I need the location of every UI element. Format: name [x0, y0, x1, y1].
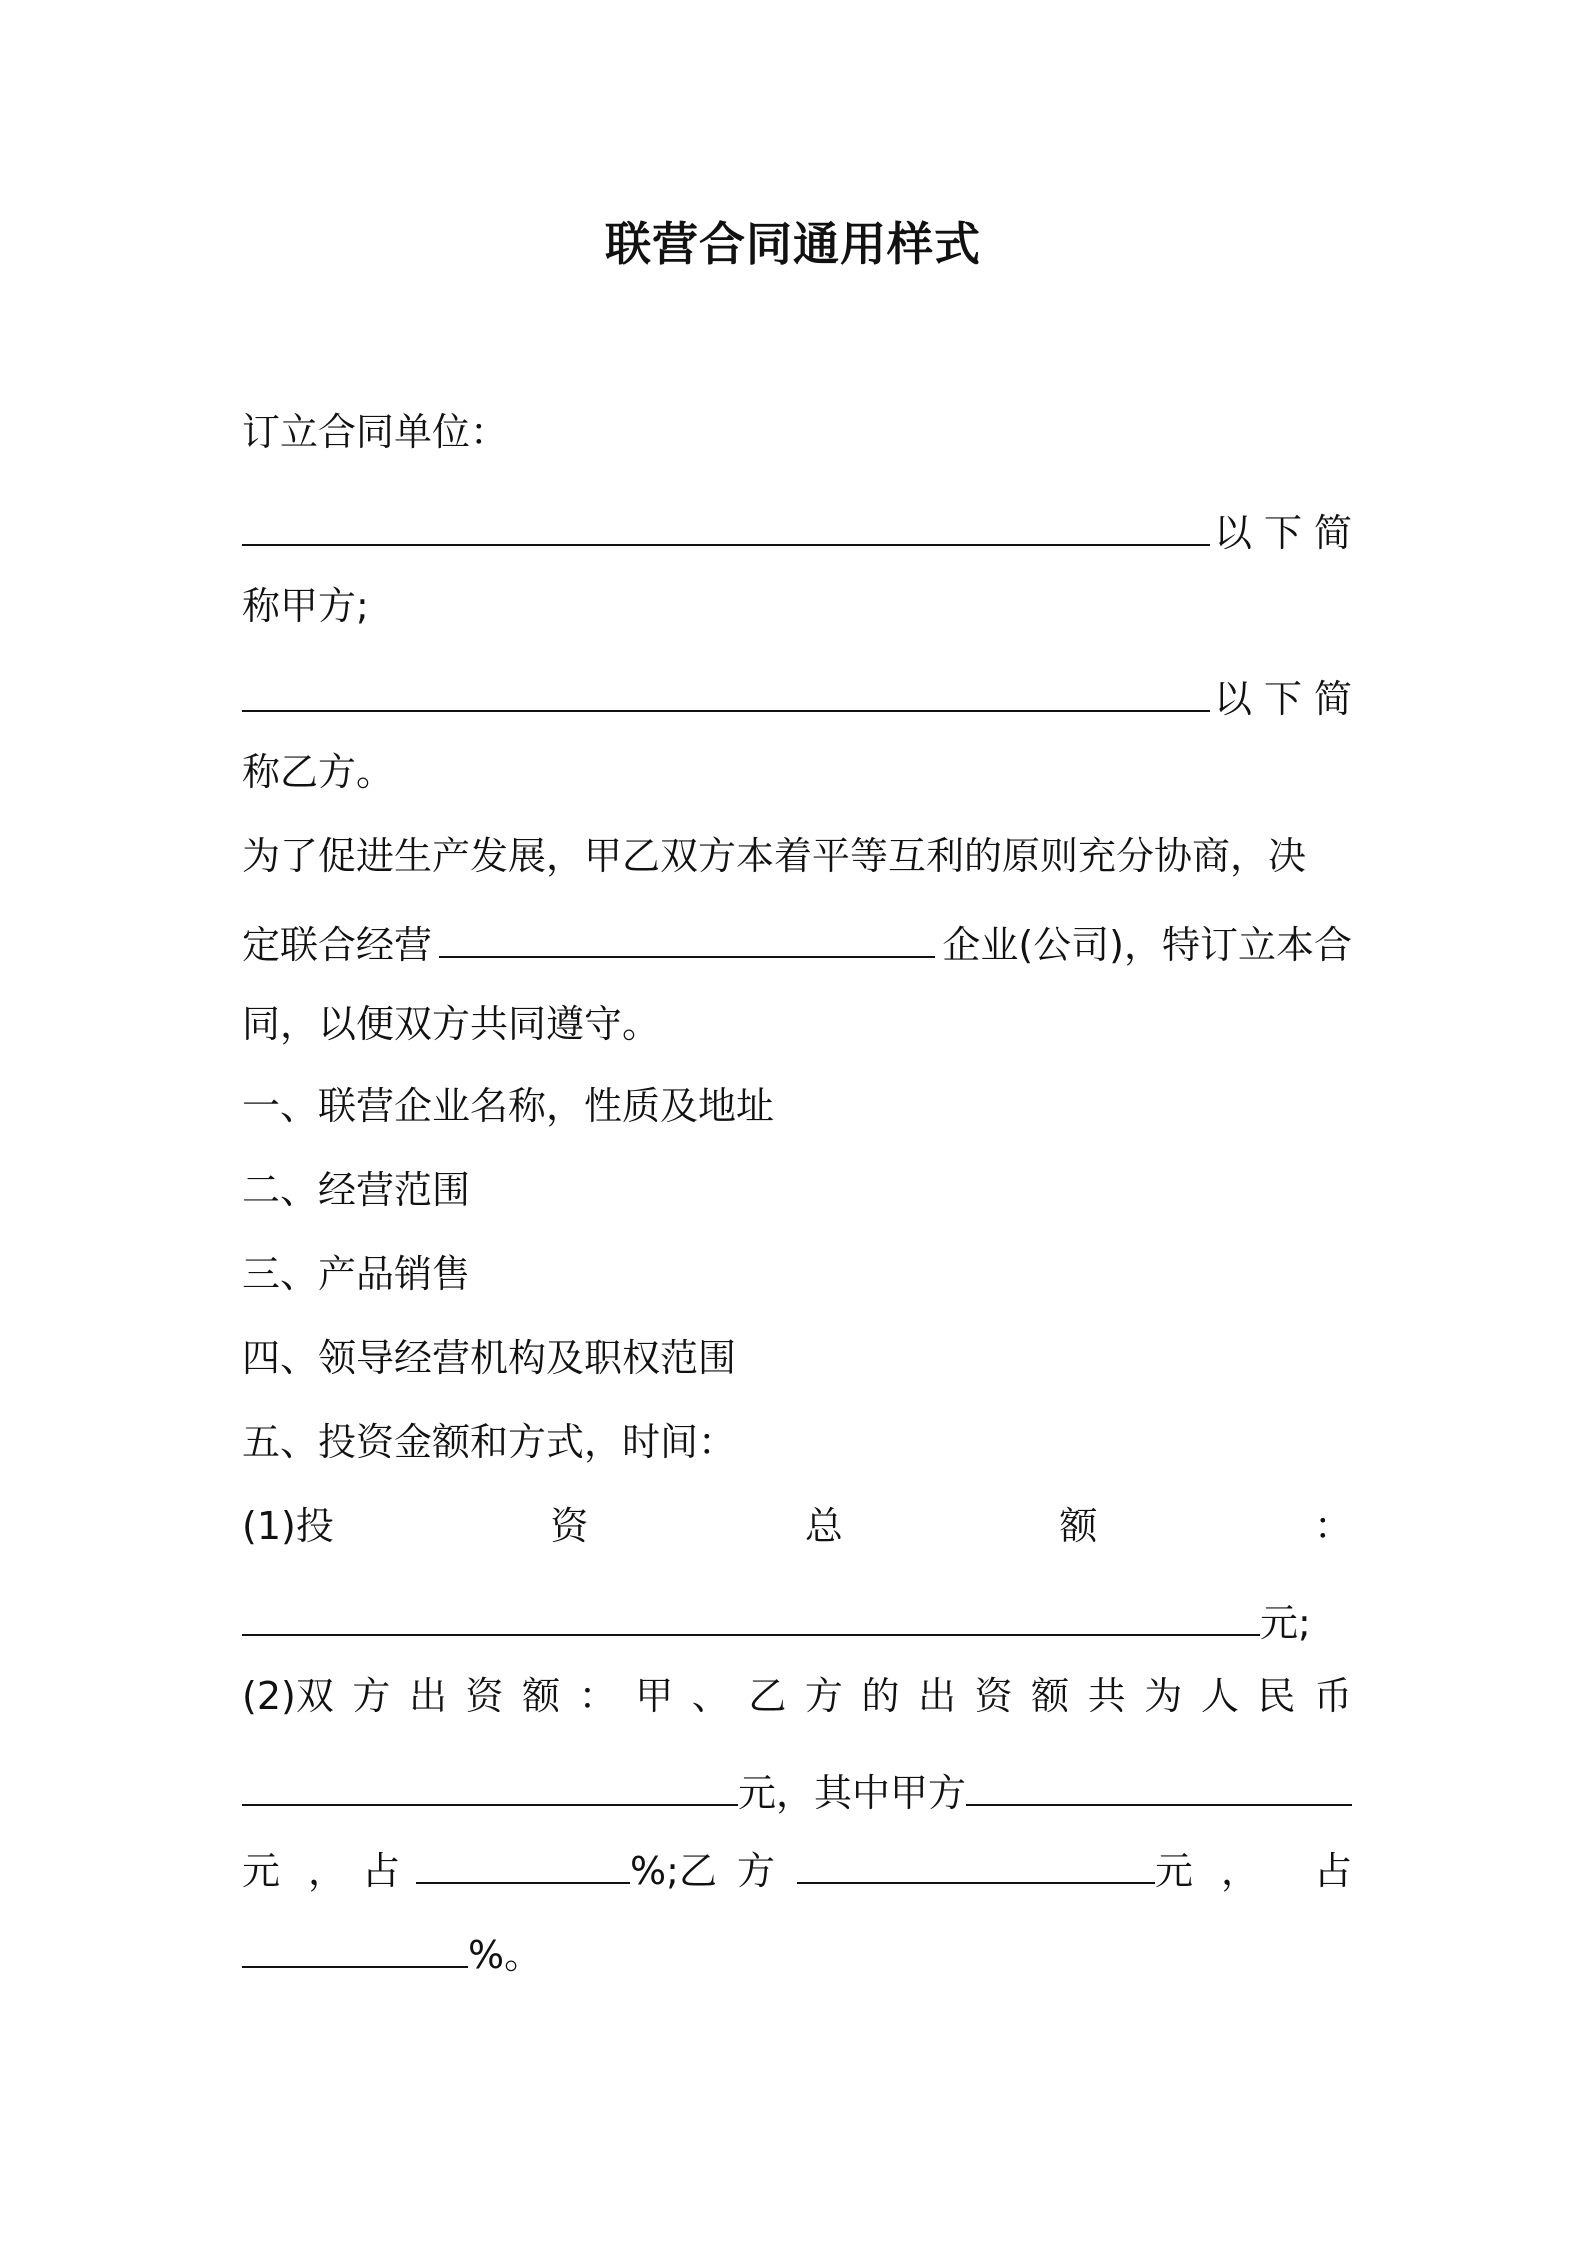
party-a-percent-blank [416, 1838, 630, 1884]
party-b-blank [242, 666, 1210, 712]
section-2-heading: 二、经营范围 [242, 1168, 471, 1212]
contribution-line-2 [242, 1760, 1352, 1821]
intro-line-2-prefix: 定联合经营 [242, 923, 433, 967]
parties-heading: 订立合同单位： [242, 410, 509, 454]
party-b-line [242, 666, 1352, 727]
investment-total-unit: 元; [1260, 1601, 1311, 1645]
party-b-percent-blank [242, 1922, 468, 1968]
party-b-contribution-blank [797, 1838, 1155, 1884]
contribution-line-1: (2)双 方 出 资 额 ： 甲 、 乙 方 的 出 资 额 共 为 人 民 币 [242, 1674, 1352, 1718]
contribution-line-4 [242, 1922, 1352, 1983]
intro-line-3: 同，以便双方共同遵守。 [242, 1002, 661, 1046]
contribution-line-2-text: 元，其中甲方 [738, 1771, 967, 1815]
section-3-heading: 三、产品销售 [242, 1252, 471, 1296]
party-a-blank [242, 500, 1210, 546]
party-a-contribution-blank [966, 1760, 1352, 1806]
total-contribution-blank [242, 1760, 738, 1806]
section-5-heading: 五、投资金额和方式，时间： [242, 1420, 737, 1464]
investment-total-amount-line [242, 1590, 1352, 1651]
contribution-line-4-suffix: %。 [468, 1933, 543, 1977]
contribution-line-3: 元 ， 占 %;乙 方 元 ， 占 [242, 1838, 1352, 1899]
intro-line-2-suffix: 企业(公司)，特订立本合 [942, 923, 1352, 967]
intro-line-2 [242, 912, 1352, 973]
joint-venture-name-blank [439, 912, 935, 958]
party-a-suffix: 以 下 简 [1214, 511, 1352, 555]
section-1-heading: 一、联营企业名称，性质及地址 [242, 1084, 775, 1128]
party-b-suffix: 以 下 简 [1214, 677, 1352, 721]
party-a-continuation: 称甲方; [242, 584, 369, 628]
investment-total-label: (1)投 资 总 额 ： [242, 1504, 1352, 1548]
section-4-heading: 四、领导经营机构及职权范围 [242, 1336, 737, 1380]
investment-total-blank [242, 1590, 1260, 1636]
intro-line-1: 为了促进生产发展，甲乙双方本着平等互利的原则充分协商，决 [242, 834, 1307, 878]
party-a-line [242, 500, 1352, 561]
document-title: 联营合同通用样式 [605, 217, 981, 271]
party-b-continuation: 称乙方。 [242, 750, 395, 794]
